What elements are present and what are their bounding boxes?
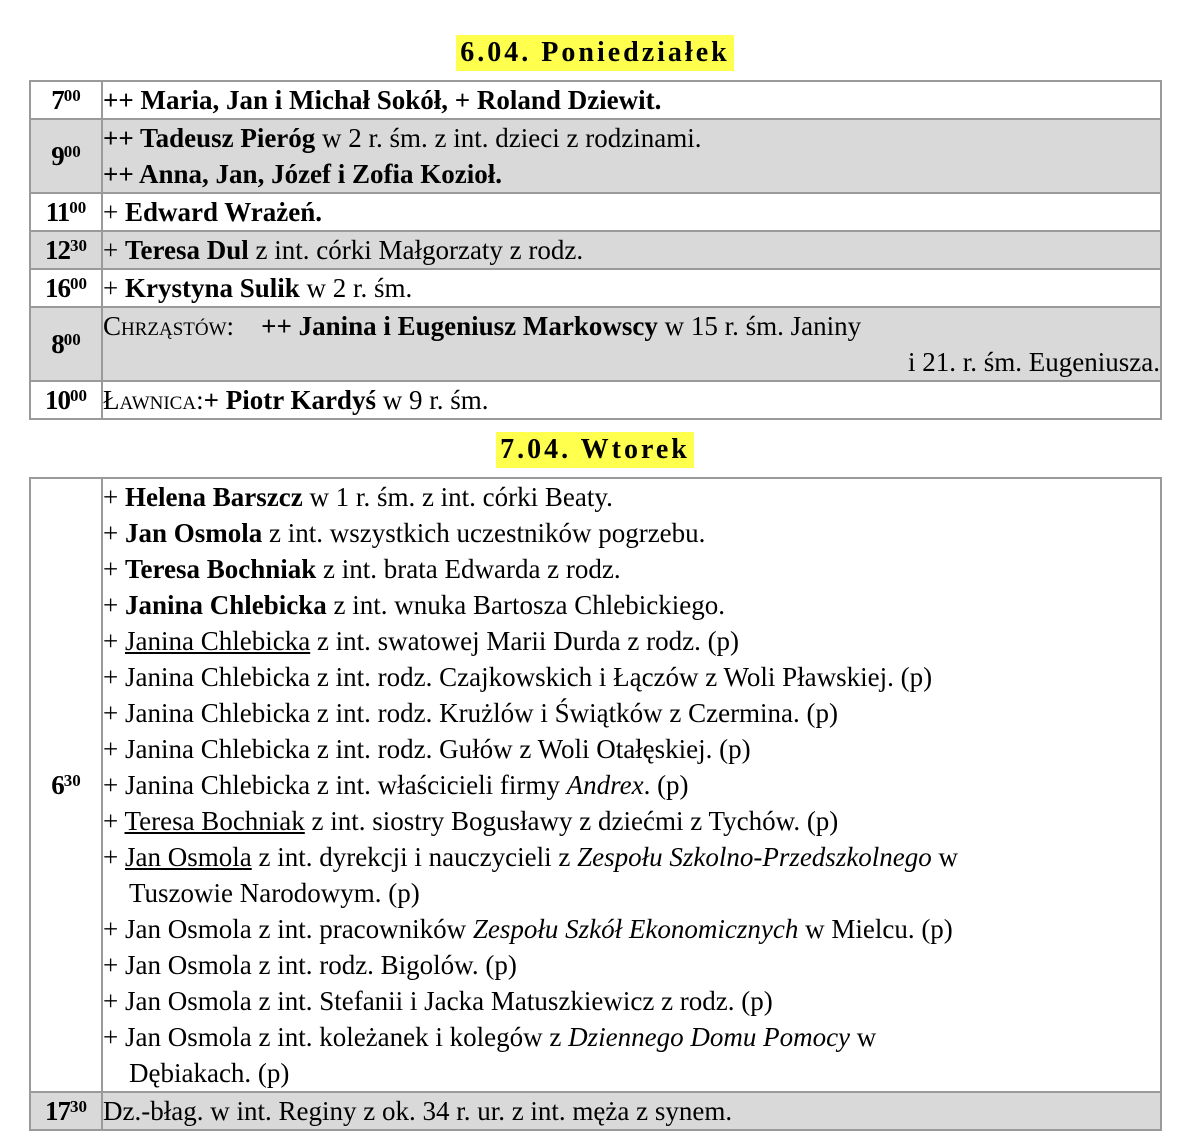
mass-time-minutes: 00	[63, 329, 81, 349]
intention-text: w	[931, 842, 959, 872]
intention-text: +	[103, 482, 125, 512]
mass-time	[30, 193, 102, 231]
mass-time-hour: 8	[51, 328, 64, 359]
mass-intention	[102, 1092, 1161, 1130]
intention-text	[234, 311, 261, 341]
intention-text: Helena Barszcz	[124, 482, 303, 512]
mass-intention	[102, 478, 1161, 1092]
intention-text: w 9 r. śm.	[375, 385, 489, 415]
schedule-row	[30, 231, 1161, 269]
schedule-table-monday	[29, 80, 1162, 420]
intention-text: +	[103, 235, 125, 265]
mass-intention	[102, 81, 1161, 119]
intention-line	[103, 803, 1160, 839]
intention-line	[103, 983, 1160, 1019]
intention-text: Teresa Bochniak	[124, 806, 305, 836]
location-label: Ławnica:	[103, 385, 204, 415]
intention-line	[103, 194, 1160, 230]
intention-text: Teresa Bochniak	[124, 554, 317, 584]
intention-line	[103, 659, 1160, 695]
intention-line	[103, 1055, 1160, 1091]
mass-time-minutes: 00	[69, 197, 87, 217]
intention-line	[103, 695, 1160, 731]
intention-text: z int. wnuka Bartosza Chlebickiego.	[326, 590, 725, 620]
intention-text: ++ Tadeusz Pieróg	[103, 123, 316, 153]
location-label: Chrząstów:	[103, 311, 235, 341]
schedule-row	[30, 381, 1161, 419]
intention-line	[103, 479, 1160, 515]
intention-text: +	[103, 806, 125, 836]
mass-intention	[102, 307, 1161, 381]
intention-text: + Janina Chlebicka z int. właścicieli firmy	[103, 770, 567, 800]
intention-line	[103, 156, 1160, 192]
intention-text: z int. siostry Bogusławy z dziećmi z Tychów. (p)	[304, 806, 839, 836]
intention-text: w 2 r. śm.	[299, 273, 413, 303]
mass-intention	[102, 231, 1161, 269]
intention-text: +	[103, 518, 125, 548]
intention-line	[103, 232, 1160, 268]
mass-time	[30, 119, 102, 193]
intention-text: + Jan Osmola z int. rodz. Bigolów. (p)	[103, 950, 517, 980]
intention-line	[103, 308, 1160, 344]
schedule-row	[30, 81, 1161, 119]
schedule-row	[30, 269, 1161, 307]
intention-text: +	[103, 197, 125, 227]
intention-text: Andrex	[566, 770, 644, 800]
intention-line	[103, 120, 1160, 156]
intention-line	[103, 1093, 1160, 1129]
mass-time-hour: 16	[45, 272, 70, 303]
day-header-tuesday	[0, 432, 1190, 468]
day-header-monday-label: 6.04. Poniedziałek	[456, 35, 733, 71]
intention-line	[103, 382, 1160, 418]
mass-time-hour: 12	[45, 234, 70, 265]
mass-time-hour: 7	[51, 84, 64, 115]
intention-text: Zespołu Szkół Ekonomicznych	[472, 914, 799, 944]
intention-text: + Janina Chlebicka z int. rodz. Czajkowskich i Łączów z Woli Pławskiej. (p)	[103, 662, 933, 692]
intention-line	[103, 587, 1160, 623]
intention-text: z int. swatowej Marii Durda z rodz. (p)	[310, 626, 740, 656]
mass-time-hour: 9	[51, 140, 64, 171]
intention-line	[103, 875, 1160, 911]
intention-text: Tuszowie Narodowym. (p)	[129, 878, 420, 908]
day-header-tuesday-label: 7.04. Wtorek	[496, 432, 694, 468]
intention-line	[103, 839, 1160, 875]
schedule-row	[30, 307, 1161, 381]
intention-text: Edward Wrażeń.	[124, 197, 322, 227]
intention-line	[103, 1019, 1160, 1055]
intention-text: . (p)	[643, 770, 689, 800]
intention-line	[103, 623, 1160, 659]
schedule-row	[30, 119, 1161, 193]
intention-text: w 15 r. śm. Janiny	[657, 311, 862, 341]
intention-text: +	[103, 626, 125, 656]
intention-line	[103, 270, 1160, 306]
intention-text: w 1 r. śm. z int. córki Beaty.	[302, 482, 613, 512]
intention-line	[103, 344, 1160, 380]
mass-time	[30, 307, 102, 381]
intention-text: z int. córki Małgorzaty z rodz.	[248, 235, 584, 265]
mass-time	[30, 231, 102, 269]
intention-line	[103, 731, 1160, 767]
mass-time-minutes: 00	[70, 385, 87, 405]
schedule-row	[30, 193, 1161, 231]
mass-time-minutes: 00	[63, 141, 81, 161]
intention-text: + Piotr Kardyś	[203, 385, 376, 415]
intention-line	[103, 767, 1160, 803]
mass-time	[30, 381, 102, 419]
mass-time-hour: 11	[45, 196, 70, 227]
mass-time-hour: 6	[51, 769, 64, 800]
intention-text: w 2 r. śm. z int. dzieci z rodzinami.	[315, 123, 702, 153]
intention-text: +	[103, 842, 125, 872]
intention-text: +	[103, 590, 125, 620]
intention-line	[103, 947, 1160, 983]
intention-text: Dębiakach. (p)	[129, 1058, 290, 1088]
mass-time-minutes: 00	[63, 85, 81, 105]
intention-text: ++ Anna, Jan, Józef i Zofia Kozioł.	[103, 159, 503, 189]
intention-text: Janina Chlebicka	[124, 626, 311, 656]
mass-intention	[102, 381, 1161, 419]
schedule-row	[30, 1092, 1161, 1130]
intention-text: + Janina Chlebicka z int. rodz. Gułów z Woli Otałęskiej. (p)	[103, 734, 751, 764]
mass-time-minutes: 30	[70, 235, 87, 255]
day-header-monday	[0, 35, 1190, 71]
intention-line	[103, 911, 1160, 947]
schedule-row	[30, 478, 1161, 1092]
mass-time-minutes: 00	[70, 273, 87, 293]
intention-text: + Janina Chlebicka z int. rodz. Krużlów i Świątków z Czermina. (p)	[103, 698, 839, 728]
intention-line	[103, 515, 1160, 551]
intention-text: ++ Janina i Eugeniusz Markowscy	[261, 311, 658, 341]
intention-line	[103, 551, 1160, 587]
intention-text: w	[850, 1022, 877, 1052]
intention-line	[103, 82, 1160, 118]
intention-text: Janina Chlebicka	[124, 590, 327, 620]
intention-text: Dziennego Domu Pomocy	[568, 1022, 851, 1052]
intention-text: z int. brata Edwarda z rodz.	[316, 554, 621, 584]
mass-intention	[102, 193, 1161, 231]
intention-text: Jan Osmola	[124, 842, 252, 872]
intention-text: + Jan Osmola z int. koleżanek i kolegów z	[103, 1022, 569, 1052]
mass-intention	[102, 119, 1161, 193]
intention-text: Zespołu Szkolno-Przedszkolnego	[577, 842, 932, 872]
intention-text: i 21. r. śm. Eugeniusza.	[908, 347, 1160, 377]
intention-text: + Jan Osmola z int. pracowników	[103, 914, 473, 944]
intention-text: z int. wszystkich uczestników pogrzebu.	[262, 518, 706, 548]
intention-text: +	[103, 554, 125, 584]
mass-time-hour: 10	[45, 384, 70, 415]
intention-text: Jan Osmola	[124, 518, 263, 548]
mass-time-minutes: 30	[70, 1096, 87, 1116]
mass-time	[30, 81, 102, 119]
intention-text: Krystyna Sulik	[124, 273, 300, 303]
intention-text: ++ Maria, Jan i Michał Sokół, + Roland Dziewit.	[103, 85, 662, 115]
mass-intention	[102, 269, 1161, 307]
mass-time-minutes: 30	[63, 770, 81, 790]
mass-time-hour: 17	[45, 1095, 70, 1126]
intention-text: + Jan Osmola z int. Stefanii i Jacka Matuszkiewicz z rodz. (p)	[103, 986, 773, 1016]
intention-text: +	[103, 273, 125, 303]
intention-text: w Mielcu. (p)	[798, 914, 953, 944]
mass-time	[30, 478, 102, 1092]
intention-text: z int. dyrekcji i nauczycieli z	[251, 842, 578, 872]
mass-time	[30, 1092, 102, 1130]
schedule-table-tuesday	[29, 477, 1162, 1131]
mass-time	[30, 269, 102, 307]
intention-text: Teresa Dul	[124, 235, 249, 265]
intention-text: Dz.-błag. w int. Reginy z ok. 34 r. ur. z int. męża z synem.	[103, 1096, 733, 1126]
